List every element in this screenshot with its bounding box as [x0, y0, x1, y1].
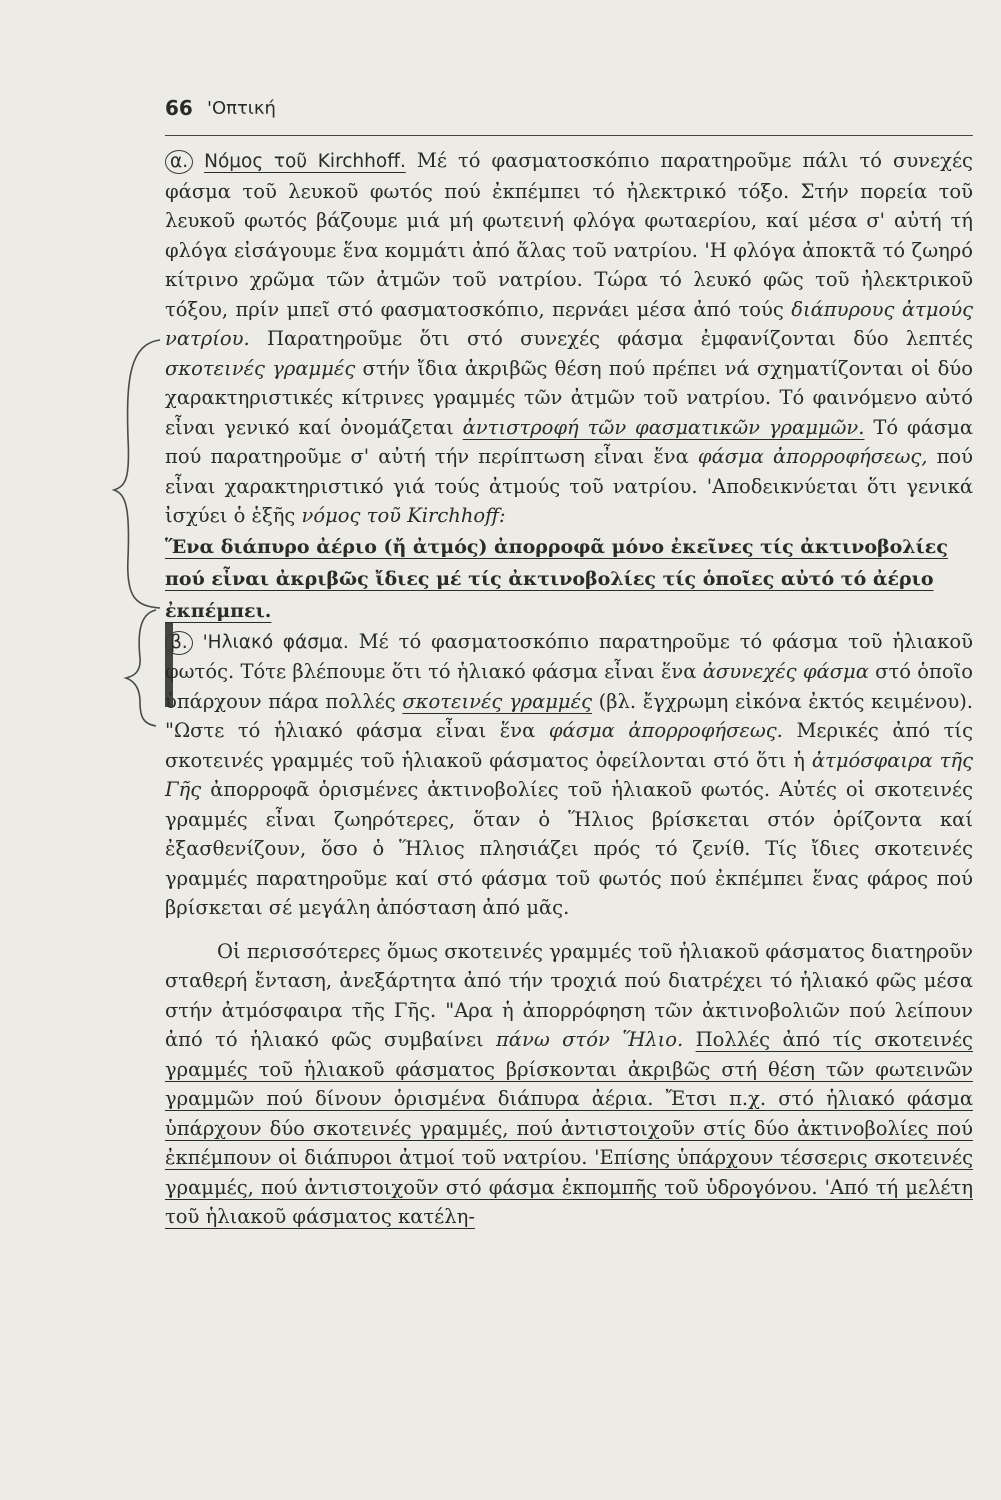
section-a-title: Νόμος τοῦ Kirchhoff. [204, 151, 406, 172]
section-b-label: β. [165, 631, 193, 655]
handwritten-brace [108, 338, 168, 728]
section-b-text-5: ἀπορροφᾶ ὁρισμένες ἀκτινοβολίες τοῦ ἡλιακοῦ φωτός. Αὐτές οἱ σκοτεινές γραμμές εἶναι ζωηρότερες, ὅταν ὁ Ἥλιος βρίσκεται στόν ὁρίζοντα καί ἐξασθενίζουν, ὅσο ὁ Ἥλιος πλησιάζει πρός τό ζενίθ. Τίς ἴδιες σκοτεινές γραμμές παρατηροῦμε καί στό φάσμα τοῦ φωτός πού ἐκπέμπει ἕνας φάρος πού βρίσκεται σέ μεγάλη ἀπόσταση ἀπό μᾶς. [165, 778, 973, 919]
section-b-text-2: στό ὁποῖο ὑπάρχουν πάρα πολλές [165, 660, 973, 713]
section-b-italic-3: φάσμα ἀπορροφήσεως. [548, 719, 783, 742]
paragraph-absorption-sun [165, 937, 973, 1232]
running-title: 'Οπτική [207, 98, 276, 119]
paragraph-gap [165, 923, 973, 937]
page-header [165, 96, 973, 126]
page-body [165, 146, 973, 1232]
section-b-italic-2: σκοτεινές γραμμές [402, 689, 592, 713]
section-a-text-5: πού εἶναι χαρακτηριστικό γιά τούς ἀτμούς τοῦ νατρίου. 'Αποδεικνύεται ὅτι γενικά ἰσχύει ὁ ἑξῆς [165, 445, 974, 527]
para3-text-1: Οἱ περισσότερες ὅμως σκοτεινές γραμμές τοῦ ἡλιακοῦ φάσματος διατηροῦν σταθερή ἔνταση, ἀνεξάρτητα ἀπό τήν τροχιά πού διατρέχει τό ἡλιακό φῶς μέσα στήν ἀτμόσφαιρα τῆς Γῆς. "Αρα ἡ ἀπορρόφηση τῶν ἀκτινοβολιῶν πού λείπουν ἀπό τό ἡλιακό φῶς συμβαίνει [165, 939, 973, 1051]
section-b-italic-4: ἀτμόσφαιρα τῆς Γῆς [165, 748, 973, 801]
section-b-text-4: Μερικές ἀπό τίς σκοτεινές γραμμές τοῦ ἡλιακοῦ φάσματος ὀφείλονται στό ὅτι ἡ [165, 719, 973, 772]
section-b-text-3: (βλ. ἔγχρωμη εἰκόνα ἐκτός κειμένου). "Ωστε τό ἡλιακό φάσμα εἶναι ἕνα [165, 689, 974, 742]
kirchhoff-law-statement: Ἕνα διάπυρο ἀέριο (ἤ ἀτμός) ἀπορροφᾶ μόνο ἐκεῖνες τίς ἀκτινοβολίες πού εἶναι ἀκριβῶς ἴδιες μέ τίς ἀκτινοβολίες τίς ὁποῖες αὐτό τό ἀέριο ἐκπέμπει. [165, 535, 948, 622]
header-rule [165, 135, 973, 136]
paragraph-kirchhoff [165, 146, 973, 531]
paragraph-solar-spectrum [165, 627, 973, 923]
section-a-italic-1: διάπυρους ἀτμούς νατρίου. [165, 297, 973, 350]
page-number: 66 [165, 96, 193, 120]
section-a-text-1: Μέ τό φασματοσκόπιο παρατηροῦμε πάλι τό συνεχές φάσμα τοῦ λευκοῦ φωτός πού ἐκπέμπει τό ἠλεκτρικό τόξο. Στήν πορεία τοῦ λευκοῦ φωτός βάζουμε μιά μή φωτεινή φλόγα φωταερίου, καί μέσα σ' αὐτή τή φλόγα εἰσάγουμε ἕνα κομμάτι ἀπό ἅλας τοῦ νατρίου. 'Η φλόγα ἀποκτᾶ τό ζωηρό κίτρινο χρῶμα τῶν ἀτμῶν τοῦ νατρίου. Τώρα τό λευκό φῶς τοῦ ἠλεκτρικοῦ τόξου, πρίν μπεῖ στό φασματοσκόπιο, περνάει μέσα ἀπό τούς [165, 149, 973, 321]
section-b-text-1: Μέ τό φασματοσκόπιο παρατηροῦμε τό φάσμα τοῦ ἡλιακοῦ φωτός. Τότε βλέπουμε ὅτι τό ἡλιακό φάσμα εἶναι ἕνα [165, 629, 973, 683]
section-a-text-2: Παρατηροῦμε ὅτι στό συνεχές φάσμα ἐμφανίζονται δύο λεπτές [267, 327, 973, 350]
section-b-title: 'Ηλιακό φάσμα. [202, 631, 349, 653]
section-a-text-4: Τό φάσμα πού παρατηροῦμε σ' αὐτή τήν περίπτωση εἶναι ἕνα [165, 415, 974, 468]
para3-italic-1: πάνω στόν Ἥλιο. [495, 1028, 684, 1051]
section-a-label: α. [165, 150, 193, 174]
section-a-italic-4: φάσμα ἀπορροφήσεως, [697, 445, 928, 468]
section-b-italic-1: ἀσυνεχές φάσμα [702, 660, 869, 683]
para3-text-2: Πολλές ἀπό τίς σκοτεινές γραμμές τοῦ ἡλιακοῦ φάσματος βρίσκονται ἀκριβῶς στή θέση τῶν φωτεινῶν γραμμῶν πού δίνουν ὁρισμένα διάπυρα ἀέρια. Ἔτσι π.χ. στό ἡλιακό φάσμα ὑπάρχουν δύο σκοτεινές γραμμές, πού ἀντιστοιχοῦν στίς δύο ἀκτινοβολίες πού ἐκπέμπουν οἱ διάπυροι ἀτμοί τοῦ νατρίου. 'Επίσης ὑπάρχουν τέσσερις σκοτεινές γραμμές, πού ἀντιστοιχοῦν στό φάσμα ἐκπομπῆς τοῦ ὑδρογόνου. 'Από τή μελέτη τοῦ ἡλιακοῦ φάσματος κατέλη- [165, 1028, 973, 1228]
section-a-text-3: στήν ἴδια ἀκριβῶς θέση πού πρέπει νά σχηματίζονται οἱ δύο χαρακτηριστικές κίτρινες γραμμές τῶν ἀτμῶν τοῦ νατρίου. Τό φαινόμενο αὐτό εἶναι γενικό καί ὀνομάζεται [165, 356, 973, 439]
section-a-italic-5: νόμος τοῦ Kirchhoff: [301, 504, 506, 527]
section-a-italic-2: σκοτεινές γραμμές [165, 356, 356, 380]
section-a-italic-3: ἀντιστροφή τῶν φασματικῶν γραμμῶν. [462, 415, 865, 439]
